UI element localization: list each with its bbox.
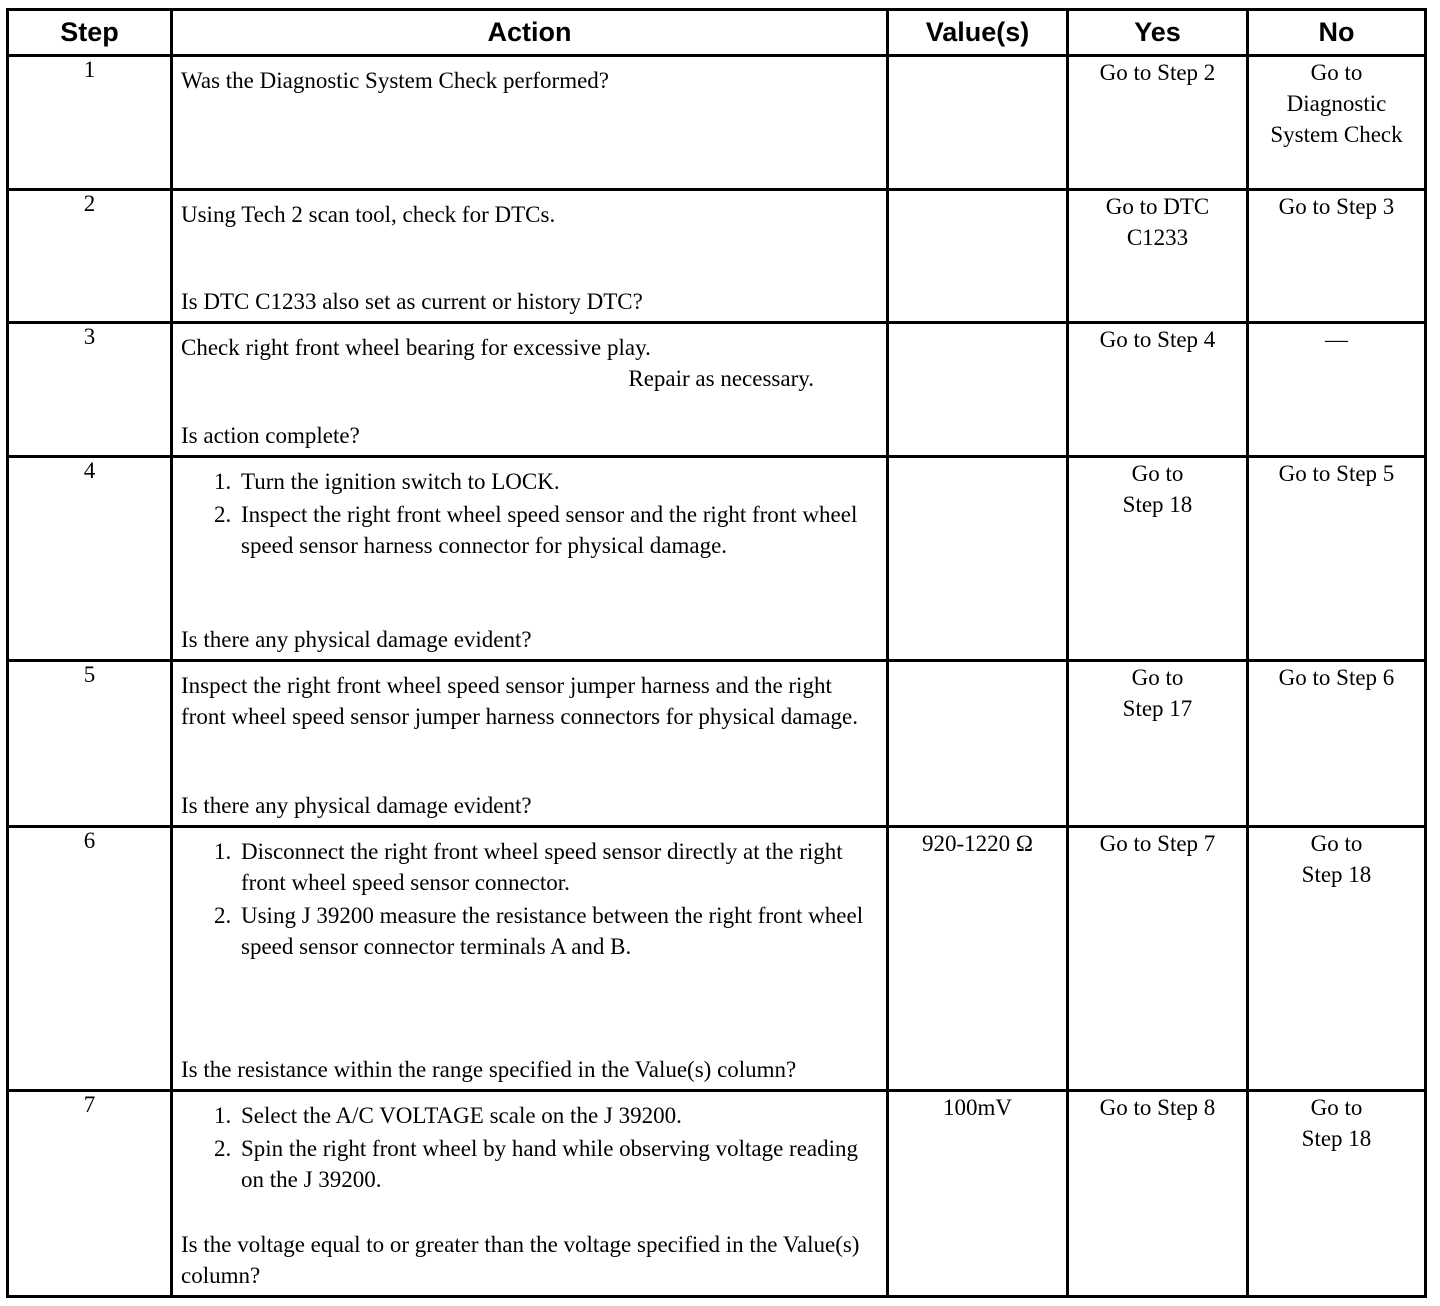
value-cell: 920-1220 Ω: [888, 827, 1068, 1091]
table-row: [8, 1091, 1426, 1297]
action-cell: [172, 827, 888, 1091]
header-action: Action: [172, 10, 888, 56]
step-number: 2: [8, 190, 172, 323]
action-text-repair: Repair as necessary.: [628, 366, 814, 391]
value-cell: [888, 190, 1068, 323]
action-text: Check right front wheel bearing for excessive play.: [181, 335, 651, 360]
action-list-wrap: [173, 1092, 886, 1195]
action-question: Is there any physical damage evident?: [181, 627, 532, 652]
diagnostic-table: [6, 8, 1427, 1298]
action-list-item: 2. Using J 39200 measure the resistance between the right front wheel speed sensor connector terminals A and B.: [237, 900, 878, 962]
step-number: 3: [8, 323, 172, 457]
yes-cell: Go to Step 8: [1068, 1091, 1248, 1297]
action-cell: [172, 190, 888, 323]
action-list: [181, 466, 878, 561]
action-cell: [172, 457, 888, 661]
step-number: 4: [8, 457, 172, 661]
yes-cell: Go to Step 4: [1068, 323, 1248, 457]
action-list-item: 1. Select the A/C VOLTAGE scale on the J 39200.: [237, 1100, 878, 1131]
action-cell: [172, 56, 888, 190]
yes-cell: Go to Step 7: [1068, 827, 1248, 1091]
table-row: [8, 56, 1426, 190]
action-question: Is the resistance within the range specified in the Value(s) column?: [181, 1057, 797, 1082]
value-cell: [888, 661, 1068, 827]
action-question: Is the voltage equal to or greater than the voltage specified in the Value(s) column?: [181, 1232, 860, 1288]
action-list-item: 2. Spin the right front wheel by hand while observing voltage reading on the J 39200.: [237, 1133, 878, 1195]
step-number: 1: [8, 56, 172, 190]
no-cell: Go to Step 5: [1248, 457, 1426, 661]
no-cell: Go to Step 18: [1248, 827, 1426, 1091]
table-row: [8, 323, 1426, 457]
header-yes: Yes: [1068, 10, 1248, 56]
action-cell: [172, 323, 888, 457]
action-list: [181, 836, 878, 962]
no-cell: Go to Step 6: [1248, 661, 1426, 827]
step-number: 5: [8, 661, 172, 827]
action-list-item: 1. Disconnect the right front wheel speed sensor directly at the right front wheel speed sensor connector.: [237, 836, 878, 898]
header-values: Value(s): [888, 10, 1068, 56]
table-row: [8, 661, 1426, 827]
table-row: [8, 827, 1426, 1091]
no-cell: Go to Step 18: [1248, 1091, 1426, 1297]
action-question: Is there any physical damage evident?: [181, 793, 532, 818]
no-cell: —: [1248, 323, 1426, 457]
yes-cell: Go to Step 18: [1068, 457, 1248, 661]
action-text: Inspect the right front wheel speed sensor jumper harness and the right front wheel speed sensor jumper harness connectors for physical damage.: [181, 673, 858, 729]
header-no: No: [1248, 10, 1426, 56]
yes-cell: Go to Step 17: [1068, 661, 1248, 827]
action-list: [181, 1100, 878, 1195]
step-number: 6: [8, 827, 172, 1091]
header-step: Step: [8, 10, 172, 56]
header-row: [8, 10, 1426, 56]
no-cell: Go to Step 3: [1248, 190, 1426, 323]
action-text: Using Tech 2 scan tool, check for DTCs.: [181, 202, 556, 227]
value-cell: [888, 457, 1068, 661]
value-cell: [888, 56, 1068, 190]
action-list-wrap: [173, 458, 886, 561]
value-cell: [888, 323, 1068, 457]
action-cell: [172, 1091, 888, 1297]
action-text: Was the Diagnostic System Check performed?: [181, 68, 610, 93]
yes-cell: Go to DTC C1233: [1068, 190, 1248, 323]
action-question: Is action complete?: [181, 423, 360, 448]
action-list-item: 1. Turn the ignition switch to LOCK.: [237, 466, 878, 497]
action-question: Is DTC C1233 also set as current or history DTC?: [181, 289, 643, 314]
table-row: [8, 190, 1426, 323]
step-number: 7: [8, 1091, 172, 1297]
table-row: [8, 457, 1426, 661]
value-cell: 100mV: [888, 1091, 1068, 1297]
yes-cell: Go to Step 2: [1068, 56, 1248, 190]
no-cell: Go to Diagnostic System Check: [1248, 56, 1426, 190]
action-cell: [172, 661, 888, 827]
action-list-wrap: [173, 828, 886, 962]
action-list-item: 2. Inspect the right front wheel speed sensor and the right front wheel speed sensor harness connector for physical damage.: [237, 499, 878, 561]
